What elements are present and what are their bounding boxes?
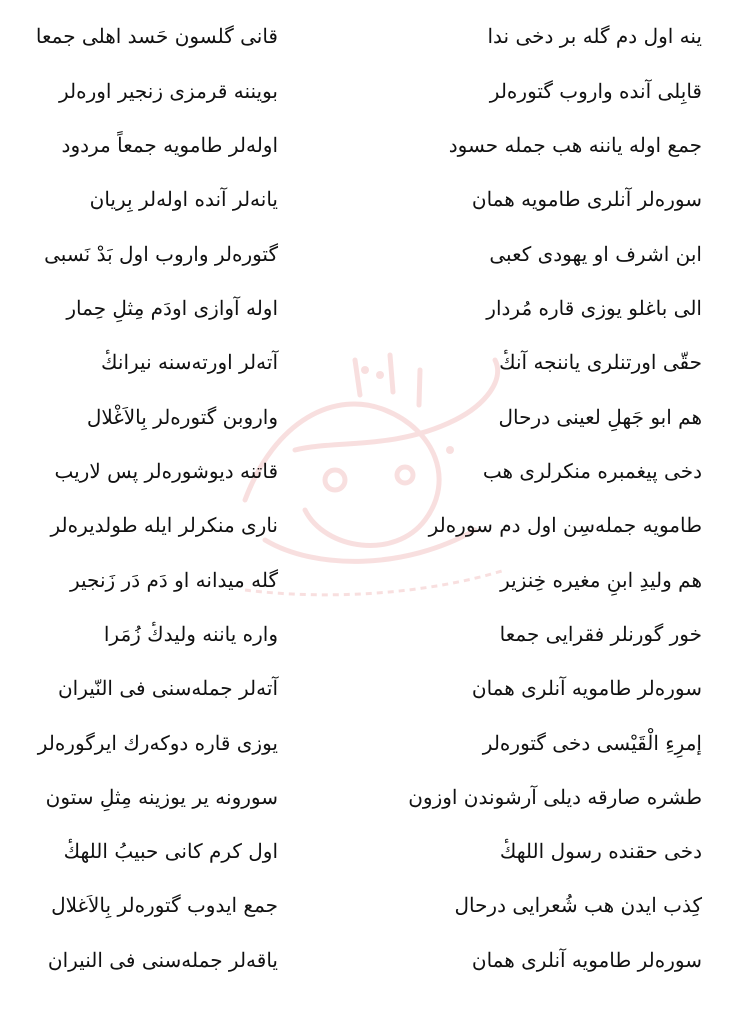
right-hemistich: هم ابو جَهلِ لعینی درحال: [498, 405, 702, 429]
couplet: [0, 179, 750, 219]
couplet: [0, 560, 750, 600]
couplet: [0, 831, 750, 871]
couplet: [0, 777, 750, 817]
left-hemistich: واره یاننه ولیدكٔ زُمَرا: [103, 622, 278, 646]
right-hemistich: ینه اول دم گله بر دخی ندا: [487, 24, 702, 48]
couplet: [0, 885, 750, 925]
couplet: [0, 342, 750, 382]
right-hemistich: طامویه جملەسِن اول دم سورەلر: [428, 513, 702, 537]
right-hemistich: قابِلی آنده واروب گتورەلر: [489, 79, 702, 103]
right-hemistich: طشره صارقه دیلی آرشوندن اوزون: [408, 785, 702, 809]
couplet: [0, 940, 750, 980]
left-hemistich: یوزی قاره دوکەرك ایرگورەلر: [37, 731, 278, 755]
right-hemistich: سورەلر آنلری طامویه همان: [471, 187, 702, 211]
couplet: [0, 234, 750, 274]
couplet: [0, 288, 750, 328]
couplet: [0, 125, 750, 165]
couplet: [0, 614, 750, 654]
left-hemistich: یاقەلر جملەسنی فی النیران: [47, 948, 278, 972]
couplet: [0, 668, 750, 708]
left-hemistich: ناری منکرلر ایله طولدیرەلر: [50, 513, 278, 537]
left-hemistich: قاتنه دیوشورەلر پس لاریب: [54, 459, 278, 483]
right-hemistich: دخی پیغمبره منکرلری هب: [482, 459, 702, 483]
left-hemistich: آتەلر جملەسنی فی النّیران: [57, 676, 278, 700]
left-hemistich: قانی گلسون حَسد اهلی جمعا: [35, 24, 278, 48]
couplet: [0, 71, 750, 111]
left-hemistich: اول کرم کانی حبیبُ اللهكٔ: [63, 839, 278, 863]
right-hemistich: خور گورنلر فقرایی جمعا: [499, 622, 702, 646]
right-hemistich: إمرِءِ الْقَیْسی دخی گتورەلر: [482, 731, 702, 755]
right-hemistich: ابن اشرف او یهودی کعبی: [489, 242, 702, 266]
right-hemistich: جمع اوله یاننه هب جمله حسود: [448, 133, 702, 157]
right-hemistich: الی باغلو یوزی قاره مُردار: [486, 296, 702, 320]
left-hemistich: گله میدانه او دَم دَر زَنجیر: [69, 568, 278, 592]
couplet: [0, 16, 750, 56]
right-hemistich: سورەلر طامویه آنلری همان: [471, 676, 702, 700]
left-hemistich: گتورەلر واروب اول بَدْ نَسبی: [44, 242, 278, 266]
right-hemistich: هم ولیدِ ابنِ مغیره خِنزیر: [500, 568, 702, 592]
left-hemistich: سورونه یر یوزینه مِثلِ ستون: [45, 785, 278, 809]
left-hemistich: یانەلر آنده اولەلر بِریان: [89, 187, 278, 211]
left-hemistich: بویننه قرمزی زنجیر اورەلر: [58, 79, 278, 103]
couplet: [0, 397, 750, 437]
right-hemistich: سورەلر طامویه آنلری همان: [471, 948, 702, 972]
left-hemistich: آتەلر اورتەسنه نیرانكٔ: [101, 350, 278, 374]
right-hemistich: کِذب ایدن هب شُعرایی درحال: [454, 893, 702, 917]
left-hemistich: جمع ایدوب گتورەلر بِالاَغلال: [51, 893, 278, 917]
right-hemistich: حقّی اورتنلری یاننجه آنكٔ: [499, 350, 702, 374]
couplet: [0, 451, 750, 491]
left-hemistich: اولەلر طامویه جمعاً مردود: [61, 133, 278, 157]
left-hemistich: اوله آوازی اودَم مِثلِ حِمار: [66, 296, 278, 320]
left-hemistich: واروبن گتورەلر بِالاَغْلال: [86, 405, 278, 429]
couplet: [0, 723, 750, 763]
couplet: [0, 505, 750, 545]
right-hemistich: دخی حقنده رسول اللهكٔ: [499, 839, 702, 863]
